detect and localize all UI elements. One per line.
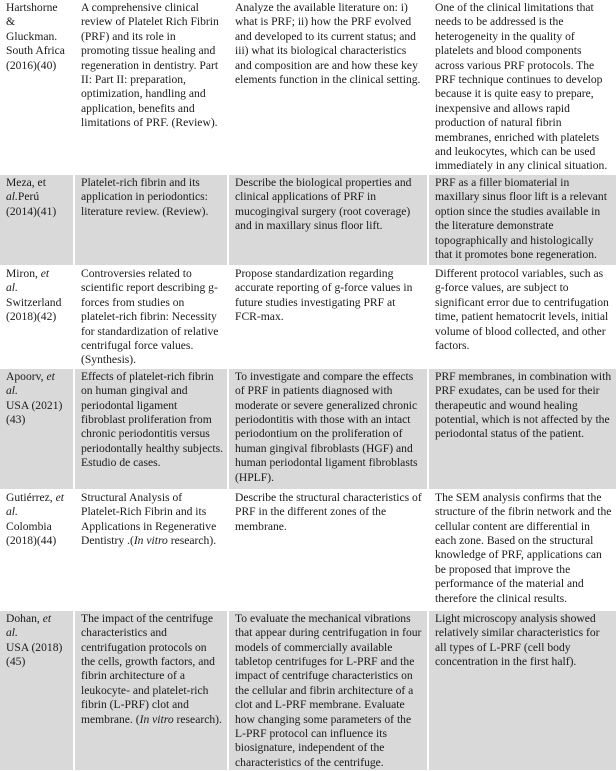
author-text: Miron, <box>6 266 41 280</box>
title-text: In vitro <box>139 712 174 726</box>
objective-cell: Propose standardization regarding accurate reporting of g-force values in future studies investigating PRF at FCR-max. <box>228 265 428 368</box>
conclusion-cell: PRF as a filler biomaterial in maxillary sinus floor lift is a relevant option since the studies available in the literature demonstrate topographically and histologically that it promotes bone regeneration. <box>428 174 616 265</box>
title-text: Structural Analysis of Platelet-Rich Fibrin and its Applications in Regenerative Dentistry .( <box>81 490 217 547</box>
table-row <box>0 610 616 770</box>
objective-cell: Describe the biological properties and clinical applications of PRF in mucogingival surgery (root coverage) and in maxillary sinus floor lift. <box>228 174 428 265</box>
objective-cell: To investigate and compare the effects of PRF in patients diagnosed with moderate or severe generalized chronic periodontitis with those with an intact periodontium on the proliferation of human gingival fibroblasts (HGF) and human periodontal ligament fibroblasts (HPLF). <box>228 368 428 489</box>
table-row <box>0 368 616 489</box>
author-text: South Africa <box>6 44 65 58</box>
title-text: research). <box>167 533 217 547</box>
title-text: Effects of platelet-rich fibrin on human gingival and periodontal ligament fibroblast proliferation from chronic periodontitis versus periodontally healthy subjects. Estudio de cases. <box>81 369 223 470</box>
author-text: et <box>40 266 50 280</box>
author-text: et <box>42 611 52 625</box>
author-text: Apoorv, <box>6 369 47 383</box>
author-text: al. <box>6 190 18 204</box>
author-text: Dohan, <box>6 611 43 625</box>
study-title-cell <box>74 610 228 770</box>
study-title-cell <box>74 489 228 610</box>
title-text: In vitro <box>133 533 168 547</box>
study-title-cell <box>74 0 228 174</box>
table-row <box>0 489 616 610</box>
conclusion-cell: The SEM analysis confirms that the structure of the fibrin network and the cellular content are differential in each zone. Based on the structural knowledge of PRF, applications can be proposed that improve the performance of the material and therefore the clinical results. <box>428 489 616 610</box>
conclusion-cell: PRF membranes, in combination with PRF exudates, can be used for their therapeutic and wound healing potential, which is not affected by the periodontal status of the patient. <box>428 368 616 489</box>
author-country-cell <box>0 489 74 610</box>
author-text: Switzerland <box>6 295 62 309</box>
study-title-cell <box>74 368 228 489</box>
author-text: (2018)(42) <box>6 310 57 324</box>
author-country-cell <box>0 265 74 368</box>
title-text: Controversies related to scientific report describing g-forces from studies on platelet-rich fibrin: Necessity for standardization of relative centrifugal force values. (Synthesis). <box>81 266 219 367</box>
author-country-cell <box>0 0 74 174</box>
objective-cell: Describe the structural characteristics of PRF in the different zones of the membrane. <box>228 489 428 610</box>
study-title-cell <box>74 265 228 368</box>
title-text: Platelet-rich fibrin and its application in periodontics: literature review. (Review). <box>81 175 209 218</box>
table-row <box>0 174 616 265</box>
title-text: research). <box>173 712 222 726</box>
author-country-cell <box>0 610 74 770</box>
title-text: The impact of the centrifuge characteristics and centrifugation protocols on the cells, growth factors, and fibrin architecture of a leukocyte- and platelet-rich fibrin (L-PRF) clot and membrane. ( <box>81 611 215 726</box>
title-text: A comprehensive clinical review of Platelet Rich Fibrin (PRF) and its role in promoting tissue healing and regeneration in dentistry. Part II: Part II: preparation, optimization, handling and application, benefits and limitations of PRF. (Review). <box>81 1 219 130</box>
objective-cell: To evaluate the mechanical vibrations that appear during centrifugation in four models of commercially available tabletop centrifuges for L-PRF and the impact of centrifuge characteristics on the cellular and fibrin architecture of a clot and L-PRF membrane. Evaluate how changing some parameters of the L-PRF protocol can influence its biosignature, independent of the characteristics of the centrifuge. <box>228 610 428 770</box>
author-text: Perú (2014)(41) <box>6 190 57 218</box>
conclusion-cell: One of the clinical limitations that needs to be addressed is the heterogeneity in the quality of platelets and blood components across various PRF protocols. The PRF technique continues to develop because it is quite easy to prepare, inexpensive and allows rapid production of natural fibrin membranes, enriched with platelets and leukocytes, which can be used immediately in any clinical situation. <box>428 0 616 174</box>
author-text: (2018)(44) <box>6 533 57 547</box>
author-text: al. <box>6 505 18 519</box>
author-text: (2016)(40) <box>6 58 57 72</box>
table-row <box>0 0 616 174</box>
author-country-cell <box>0 174 74 265</box>
author-text: al. <box>6 384 18 398</box>
author-text: al. <box>6 281 18 295</box>
conclusion-cell: Different protocol variables, such as g-force values, are subject to significant error due to centrifugation time, patient hematocrit levels, initial volume of blood collected, and other factors. <box>428 265 616 368</box>
author-text: Colombia <box>6 519 52 533</box>
objective-cell: Analyze the available literature on: i) what is PRF; ii) how the PRF evolved and developed to its current status; and iii) what its biological characteristics and composition are and how these key elements function in the clinical setting. <box>228 0 428 174</box>
author-text: et <box>46 369 55 383</box>
author-text: et <box>55 490 64 504</box>
author-text: Hartshorne & <box>6 1 58 29</box>
author-text: USA (2021)(43) <box>6 398 63 426</box>
author-text: al. <box>6 626 18 640</box>
study-title-cell <box>74 174 228 265</box>
author-text: Meza, et <box>6 175 46 189</box>
author-country-cell <box>0 368 74 489</box>
table-row <box>0 265 616 368</box>
author-text: Gutiérrez, <box>6 490 56 504</box>
conclusion-cell: Light microscopy analysis showed relatively similar characteristics for all types of L-PRF (cell body concentration in the first half). <box>428 610 616 770</box>
author-text: USA (2018)(45) <box>6 640 63 668</box>
author-text: Gluckman. <box>6 29 58 43</box>
